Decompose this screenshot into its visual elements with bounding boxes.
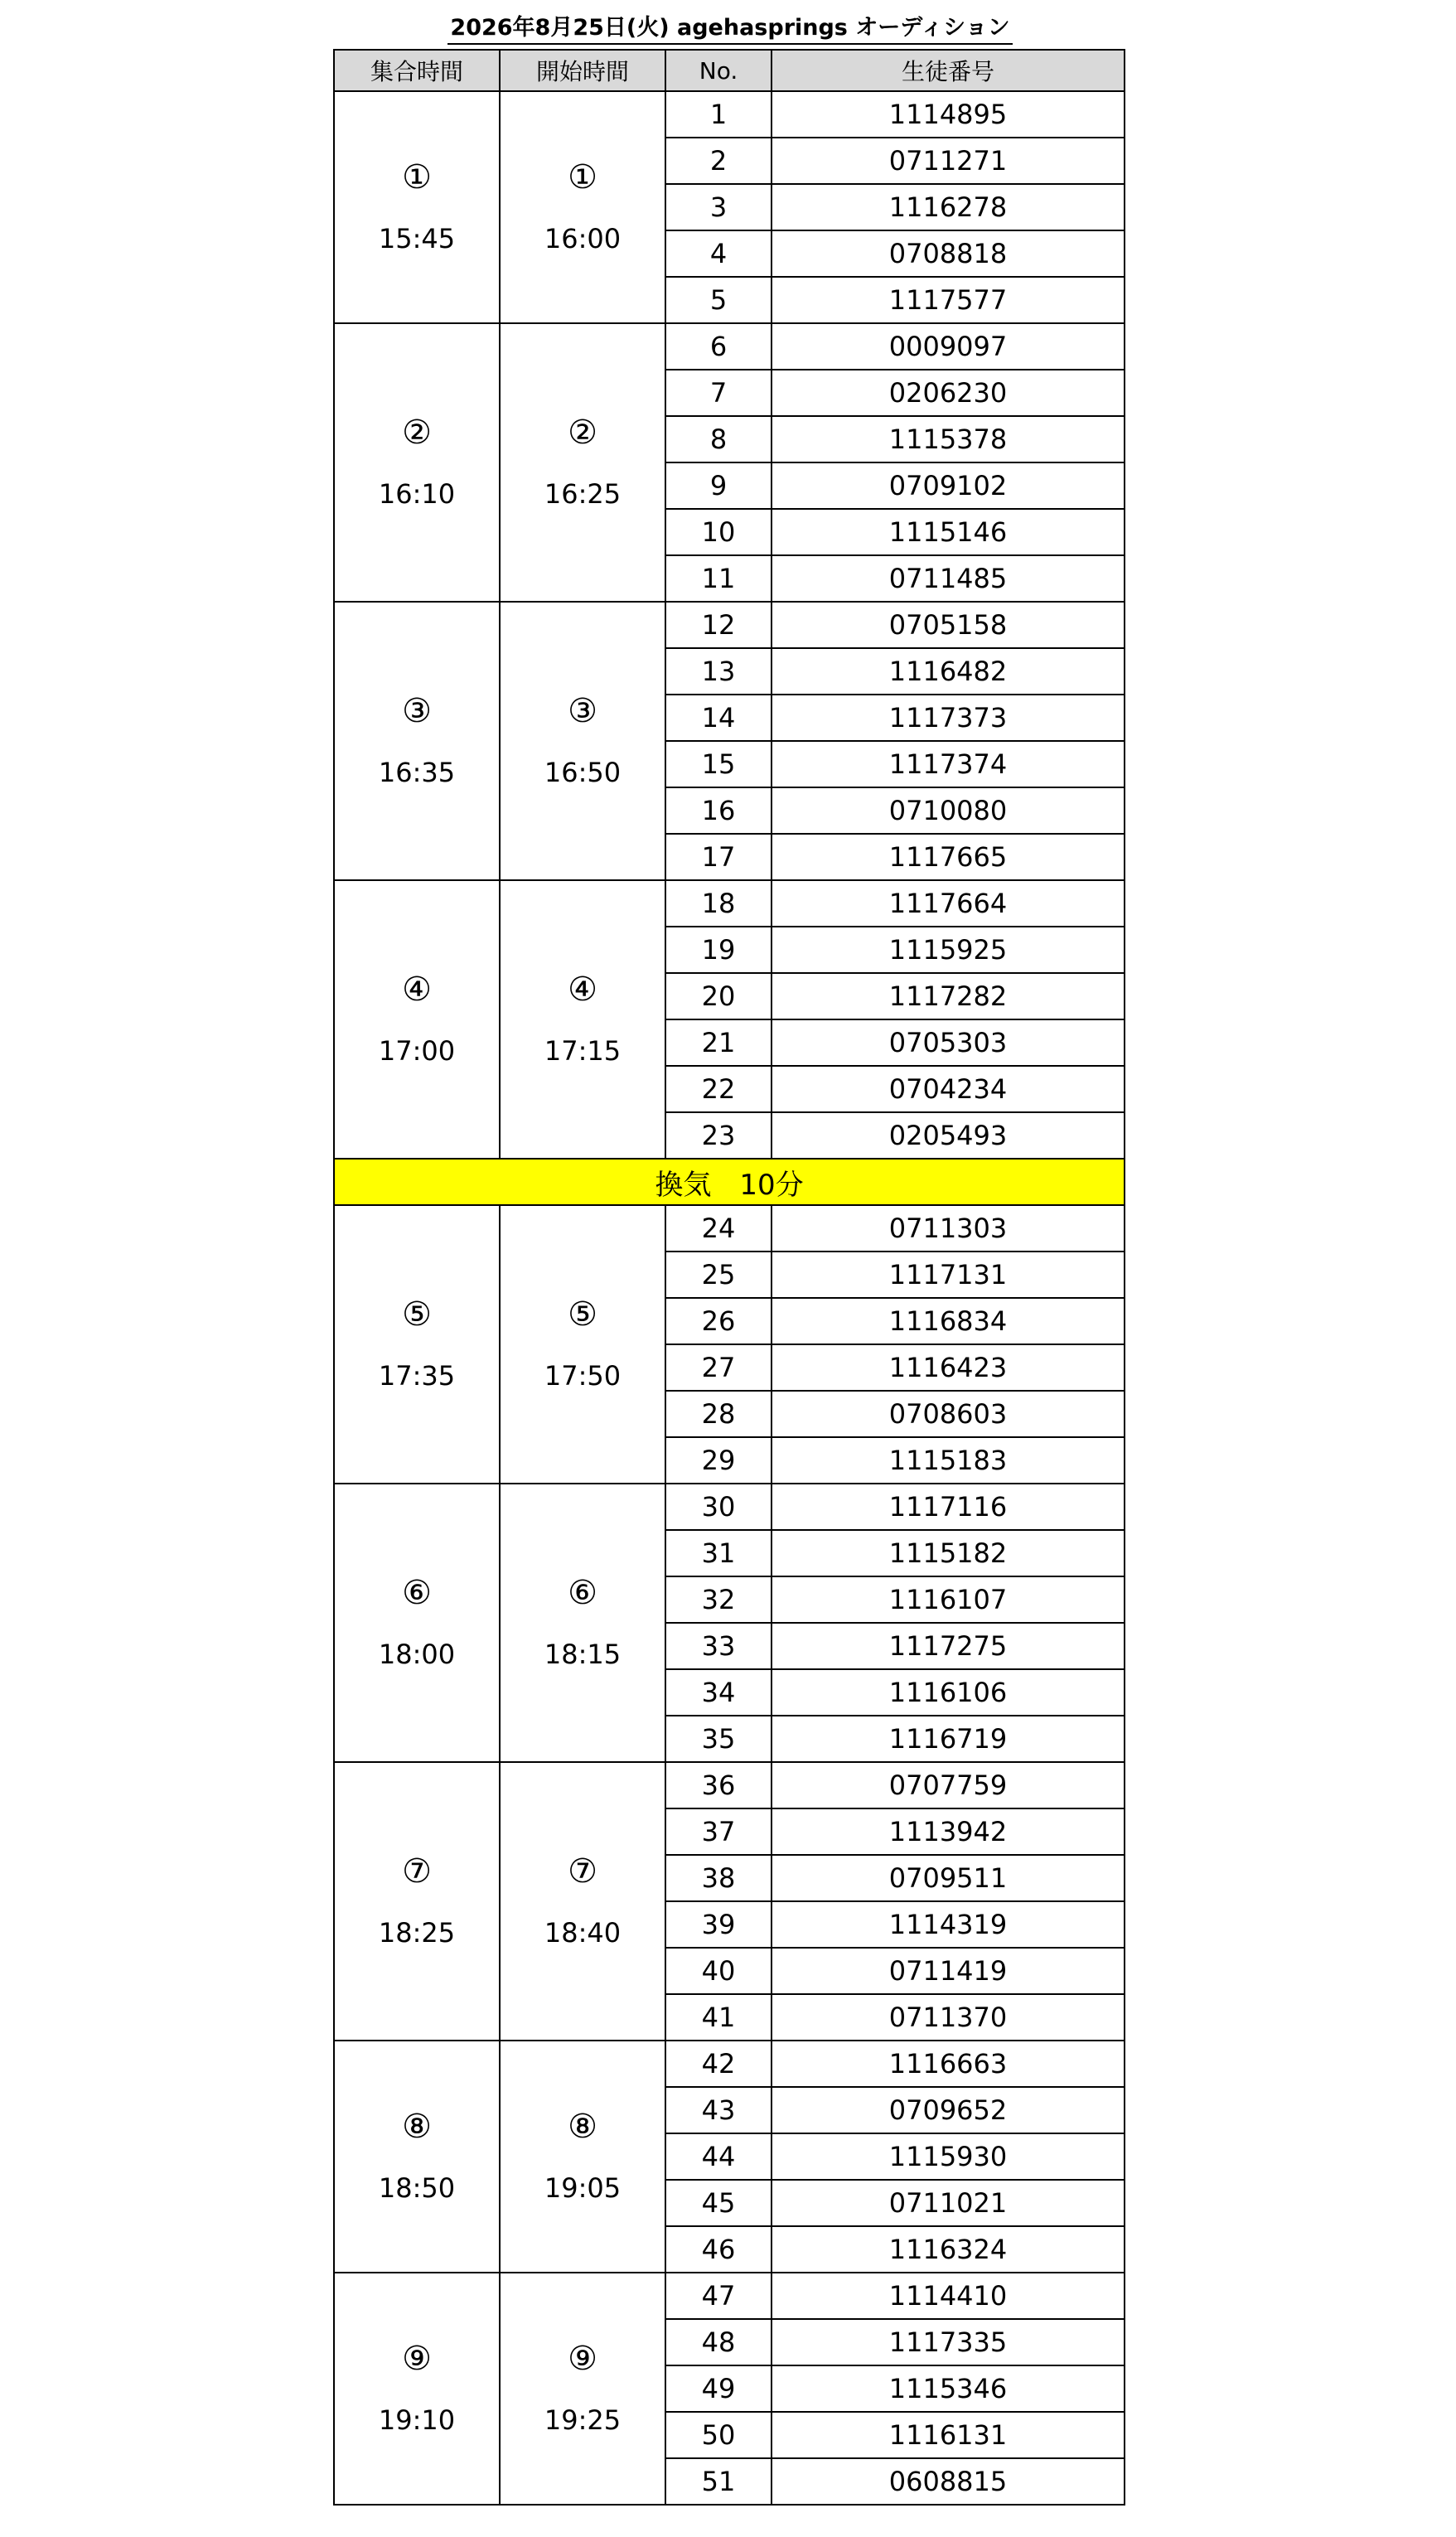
student-id: 1115346 [772,2365,1125,2412]
gather-time: 19:10 [378,2404,456,2436]
student-id: 0710080 [772,787,1125,834]
entry-number: 17 [665,834,772,880]
gather-time: 18:50 [378,2172,456,2204]
start-time: 16:50 [544,757,622,788]
slot-number: ⑥ [402,1574,432,1612]
entry-number: 5 [665,277,772,323]
student-id: 0707759 [772,1762,1125,1808]
entry-number: 38 [665,1855,772,1901]
student-id: 0709511 [772,1855,1125,1901]
entry-number: 16 [665,787,772,834]
entry-number: 20 [665,973,772,1019]
entry-number: 32 [665,1576,772,1623]
student-id: 1116834 [772,1298,1125,1344]
start-time-cell [500,1205,665,1484]
entry-number: 22 [665,1066,772,1112]
start-time-cell [500,1484,665,1762]
entry-number: 27 [665,1344,772,1391]
gather-time: 16:10 [378,478,456,510]
slot-number: ④ [402,971,432,1009]
entry-number: 2 [665,138,772,184]
student-id: 0711419 [772,1948,1125,1994]
gather-time: 18:00 [378,1639,456,1670]
gather-time-cell [334,2041,500,2273]
entry-number: 14 [665,695,772,741]
entry-number: 6 [665,323,772,370]
header-number: No. [665,50,772,91]
entry-number: 28 [665,1391,772,1437]
start-time-cell [500,2041,665,2273]
gather-time: 16:35 [378,757,456,788]
student-id: 1117116 [772,1484,1125,1530]
gather-time-cell [334,1762,500,2041]
entry-number: 10 [665,509,772,555]
student-id: 1116663 [772,2041,1125,2087]
gather-time-cell [334,2273,500,2505]
student-id: 0711303 [772,1205,1125,1252]
schedule-table [333,49,1125,2506]
gather-time: 18:25 [378,1917,456,1949]
table-row [334,1762,1125,1808]
table-row [334,1205,1125,1252]
entry-number: 30 [665,1484,772,1530]
student-id: 0708603 [772,1391,1125,1437]
entry-number: 48 [665,2319,772,2365]
slot-number: ① [402,158,432,196]
header-row [334,50,1125,91]
slot-number: ③ [568,692,597,730]
start-time: 18:15 [544,1639,622,1670]
student-id: 1116278 [772,184,1125,230]
entry-number: 35 [665,1716,772,1762]
gather-time: 17:35 [378,1360,456,1392]
start-time-cell [500,2273,665,2505]
entry-number: 41 [665,1994,772,2041]
table-row [334,2273,1125,2319]
entry-number: 21 [665,1019,772,1066]
page-title: 2026年8月25日(火) agehasprings オーディション [450,15,1010,41]
start-time-cell [500,91,665,323]
slot-number: ③ [402,692,432,730]
student-id: 1114895 [772,91,1125,138]
slot-number: ④ [568,971,597,1009]
student-id: 1116106 [772,1669,1125,1716]
gather-time-cell [334,323,500,602]
student-id: 0709102 [772,462,1125,509]
student-id: 1116423 [772,1344,1125,1391]
student-id: 1115182 [772,1530,1125,1576]
start-time: 17:50 [544,1360,622,1392]
start-time-cell [500,323,665,602]
gather-time-cell [334,1205,500,1484]
student-id: 0205493 [772,1112,1125,1159]
entry-number: 45 [665,2180,772,2226]
gather-time: 15:45 [378,223,456,254]
student-id: 1117335 [772,2319,1125,2365]
table-row [334,1484,1125,1530]
student-id: 1117275 [772,1623,1125,1669]
entry-number: 40 [665,1948,772,1994]
entry-number: 44 [665,2133,772,2180]
entry-number: 50 [665,2412,772,2458]
student-id: 1115925 [772,927,1125,973]
slot-number: ② [568,414,597,452]
slot-number: ⑨ [568,2340,597,2378]
gather-time-cell [334,91,500,323]
start-time: 16:25 [544,478,622,510]
slot-number: ⑥ [568,1574,597,1612]
entry-number: 15 [665,741,772,787]
table-row [334,91,1125,138]
gather-time-cell [334,880,500,1159]
entry-number: 49 [665,2365,772,2412]
table-row [334,323,1125,370]
student-id: 0705303 [772,1019,1125,1066]
entry-number: 33 [665,1623,772,1669]
student-id: 1116482 [772,648,1125,695]
student-id: 0711370 [772,1994,1125,2041]
schedule-body [334,91,1125,2505]
student-id: 1113942 [772,1808,1125,1855]
student-id: 1117131 [772,1252,1125,1298]
entry-number: 43 [665,2087,772,2133]
start-time-cell [500,1762,665,2041]
slot-number: ⑦ [402,1852,432,1891]
student-id: 1114410 [772,2273,1125,2319]
student-id: 1117665 [772,834,1125,880]
entry-number: 9 [665,462,772,509]
slot-number: ⑨ [402,2340,432,2378]
student-id: 1116107 [772,1576,1125,1623]
slot-number: ① [568,158,597,196]
title-underline [447,43,1013,45]
student-id: 1117282 [772,973,1125,1019]
entry-number: 8 [665,416,772,462]
start-time: 18:40 [544,1917,622,1949]
entry-number: 26 [665,1298,772,1344]
student-id: 1114319 [772,1901,1125,1948]
table-row [334,880,1125,927]
entry-number: 46 [665,2226,772,2273]
student-id: 0705158 [772,602,1125,648]
entry-number: 12 [665,602,772,648]
entry-number: 34 [665,1669,772,1716]
entry-number: 36 [665,1762,772,1808]
slot-number: ⑦ [568,1852,597,1891]
gather-time-cell [334,1484,500,1762]
start-time: 19:25 [544,2404,622,2436]
slot-number: ⑤ [402,1295,432,1334]
student-id: 1117373 [772,695,1125,741]
header-gather-time: 集合時間 [334,50,500,91]
entry-number: 3 [665,184,772,230]
entry-number: 7 [665,370,772,416]
student-id: 1117664 [772,880,1125,927]
student-id: 1116131 [772,2412,1125,2458]
gather-time: 17:00 [378,1035,456,1067]
start-time-cell [500,602,665,880]
entry-number: 13 [665,648,772,695]
student-id: 0206230 [772,370,1125,416]
entry-number: 19 [665,927,772,973]
entry-number: 39 [665,1901,772,1948]
slot-number: ⑧ [402,2108,432,2146]
start-time: 17:15 [544,1035,622,1067]
table-row [334,2041,1125,2087]
student-id: 0711271 [772,138,1125,184]
student-id: 1116324 [772,2226,1125,2273]
entry-number: 18 [665,880,772,927]
table-row [334,602,1125,648]
entry-number: 42 [665,2041,772,2087]
entry-number: 31 [665,1530,772,1576]
slot-number: ⑧ [568,2108,597,2146]
student-id: 1115378 [772,416,1125,462]
student-id: 0711021 [772,2180,1125,2226]
student-id: 1116719 [772,1716,1125,1762]
entry-number: 37 [665,1808,772,1855]
start-time: 16:00 [544,223,622,254]
entry-number: 24 [665,1205,772,1252]
student-id: 0608815 [772,2458,1125,2505]
slot-number: ⑤ [568,1295,597,1334]
entry-number: 1 [665,91,772,138]
student-id: 1117374 [772,741,1125,787]
entry-number: 25 [665,1252,772,1298]
student-id: 1115146 [772,509,1125,555]
student-id: 1117577 [772,277,1125,323]
gather-time-cell [334,602,500,880]
entry-number: 47 [665,2273,772,2319]
entry-number: 23 [665,1112,772,1159]
student-id: 0704234 [772,1066,1125,1112]
break-row [334,1159,1125,1205]
student-id: 0009097 [772,323,1125,370]
entry-number: 29 [665,1437,772,1484]
entry-number: 4 [665,230,772,277]
student-id: 0708818 [772,230,1125,277]
student-id: 0711485 [772,555,1125,602]
start-time: 19:05 [544,2172,622,2204]
slot-number: ② [402,414,432,452]
start-time-cell [500,880,665,1159]
header-student-id: 生徒番号 [772,50,1125,91]
entry-number: 51 [665,2458,772,2505]
student-id: 1115930 [772,2133,1125,2180]
entry-number: 11 [665,555,772,602]
student-id: 1115183 [772,1437,1125,1484]
header-start-time: 開始時間 [500,50,665,91]
student-id: 0709652 [772,2087,1125,2133]
break-label: 換気 10分 [334,1159,1125,1205]
